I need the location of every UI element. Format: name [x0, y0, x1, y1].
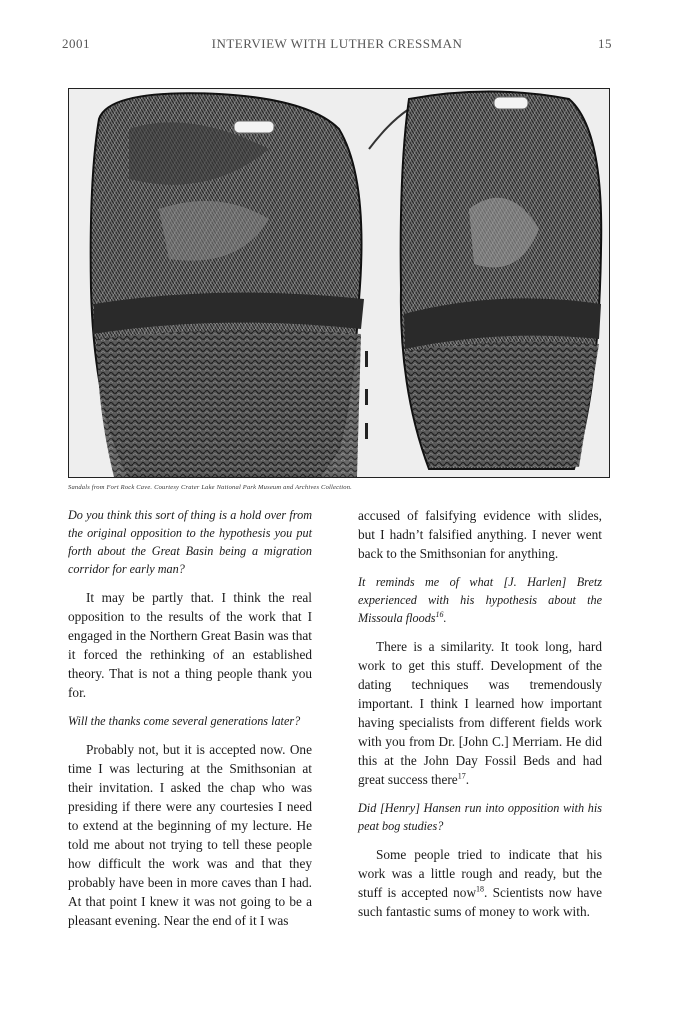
page-number: 15	[598, 36, 612, 51]
interview-question	[358, 573, 602, 627]
answer-end: .	[465, 772, 470, 787]
footnote-ref: 17	[457, 771, 466, 781]
interview-question: Did [Henry] Hansen run into opposition with his peat bog studies?	[358, 801, 602, 833]
interview-answer-continued: accused of falsifying evidence with slides, but I hadn’t falsified anything. I never went back to the Smithsonian for anything.	[358, 508, 602, 561]
question-text: It reminds me of what [J. Harlen] Bretz experienced with his hypothesis about the Missoula floods	[358, 575, 602, 625]
answer-text: There is a similarity. It took long, hard work to get this stuff. Development of the dating techniques was tremendously important. I think I learned how important having specialists from different fields work with you from Dr. [John C.] Merriam. He did this at the John Day Fossil Beds and had great success there	[358, 639, 602, 787]
footnote-ref: 16	[435, 609, 444, 619]
figure-caption: Sandals from Fort Rock Cave. Courtesy Crater Lake National Park Museum and Archives Collection.	[68, 484, 352, 491]
interview-question: Will the thanks come several generations later?	[68, 714, 301, 728]
header-title: INTERVIEW WITH LUTHER CRESSMAN	[211, 36, 463, 51]
right-sandal	[401, 92, 602, 470]
interview-answer: Probably not, but it is accepted now. One time I was lecturing at the Smithsonian at their invitation. I asked the chap who was presiding if there were any courtesies I need to extend at the beginning of my lecture. He told me about not trying to tell these people how difficult the work was and that they probably have been in more caves than I had. At that point I knew it was not going to be a pleasant evening. Near the end of it I was	[68, 742, 312, 928]
sandals-illustration	[69, 89, 609, 477]
answer-text: Some people tried to indicate that his work was a little rough and ready, but the stuff is accepted now	[358, 847, 602, 900]
right-text-column	[358, 506, 602, 931]
running-header	[62, 36, 612, 56]
interview-question: Do you think this sort of thing is a hold over from the original opposition to the hypothesis you put forth about the Great Basin being a migration corridor for early man?	[68, 508, 312, 576]
left-text-column	[68, 506, 312, 940]
interview-answer	[358, 637, 602, 789]
interview-answer	[358, 845, 602, 921]
header-year: 2001	[62, 36, 90, 51]
question-end: .	[443, 611, 447, 625]
scale-bar	[365, 351, 368, 439]
answer-end: . Scientists now have such fantastic sums of money to work with.	[358, 885, 602, 919]
sandals-photograph	[68, 88, 610, 478]
footnote-ref: 18	[476, 884, 485, 894]
interview-answer: It may be partly that. I think the real opposition to the results of the work that I engaged in the Northern Great Basin was that it forced the rethinking of an established theory. That is not a thing people thank you for.	[68, 590, 312, 700]
